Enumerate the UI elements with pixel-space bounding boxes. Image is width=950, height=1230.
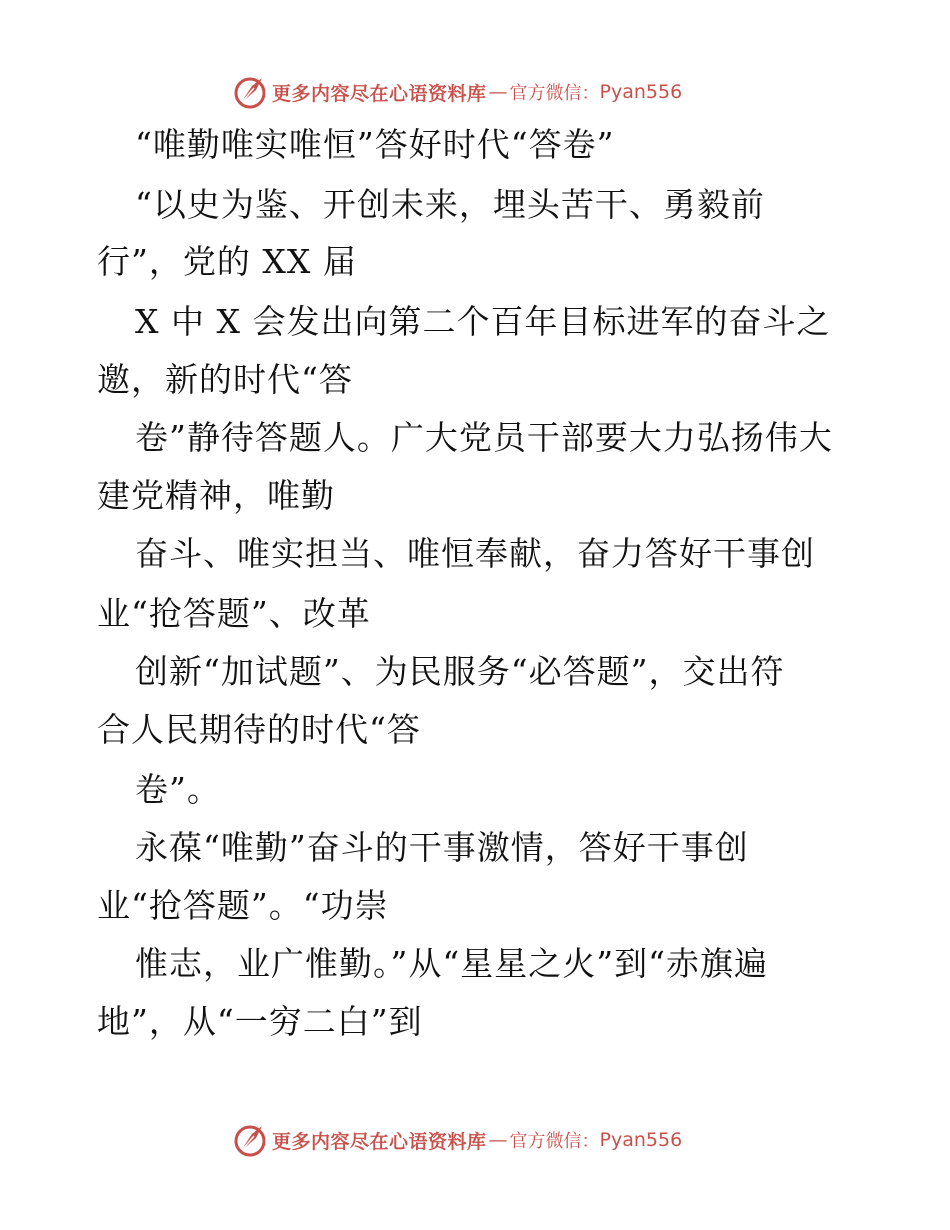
paragraph-line: “以史为鉴、开创未来，埋头苦干、勇毅前 bbox=[135, 185, 765, 224]
banner-wechat-id: Pyan556 bbox=[599, 81, 683, 103]
paragraph-line: X 中 X 会发出向第二个百年目标进军的奋斗之 bbox=[135, 302, 831, 341]
banner-text: 更多内容尽在心语资料库 bbox=[272, 1130, 487, 1153]
document-title: “唯勤唯实唯恒”答好时代“答卷” bbox=[135, 125, 615, 164]
banner-text: 更多内容尽在心语资料库 bbox=[272, 82, 487, 105]
quill-pen-icon bbox=[232, 1122, 268, 1158]
paragraph-line: 卷”。 bbox=[135, 770, 221, 809]
quill-pen-icon bbox=[232, 74, 268, 110]
banner-dash: — bbox=[488, 1129, 508, 1151]
paragraph-line: 卷”静待答题人。广大党员干部要大力弘扬伟大 bbox=[135, 418, 833, 457]
paragraph-line: 惟志，业广惟勤。”从“星星之火”到“赤旗遍 bbox=[135, 944, 768, 983]
paragraph-line: 邀，新的时代“答 bbox=[97, 360, 353, 399]
paragraph-line: 地”，从“一穷二白”到 bbox=[97, 1002, 423, 1041]
banner-wechat-label: 官方微信： bbox=[509, 1131, 600, 1152]
paragraph-line: 合人民期待的时代“答 bbox=[97, 710, 421, 749]
footer-banner bbox=[232, 1120, 682, 1160]
banner-wechat-label: 官方微信： bbox=[509, 83, 600, 104]
banner-wechat-id: Pyan556 bbox=[599, 1129, 683, 1151]
paragraph-line: 创新“加试题”、为民服务“必答题”，交出符 bbox=[135, 652, 785, 691]
paragraph-line: 永葆“唯勤”奋斗的干事激情，答好干事创 bbox=[135, 828, 749, 867]
paragraph-line: 业“抢答题”。“功崇 bbox=[97, 886, 389, 925]
banner-dash: — bbox=[488, 81, 508, 103]
paragraph-line: 建党精神，唯勤 bbox=[97, 476, 335, 515]
paragraph-line: 行”，党的 XX 届 bbox=[97, 242, 357, 281]
paragraph-line: 奋斗、唯实担当、唯恒奉献，奋力答好干事创 bbox=[135, 534, 815, 573]
paragraph-line: 业“抢答题”、改革 bbox=[97, 594, 371, 633]
header-banner bbox=[232, 72, 682, 112]
